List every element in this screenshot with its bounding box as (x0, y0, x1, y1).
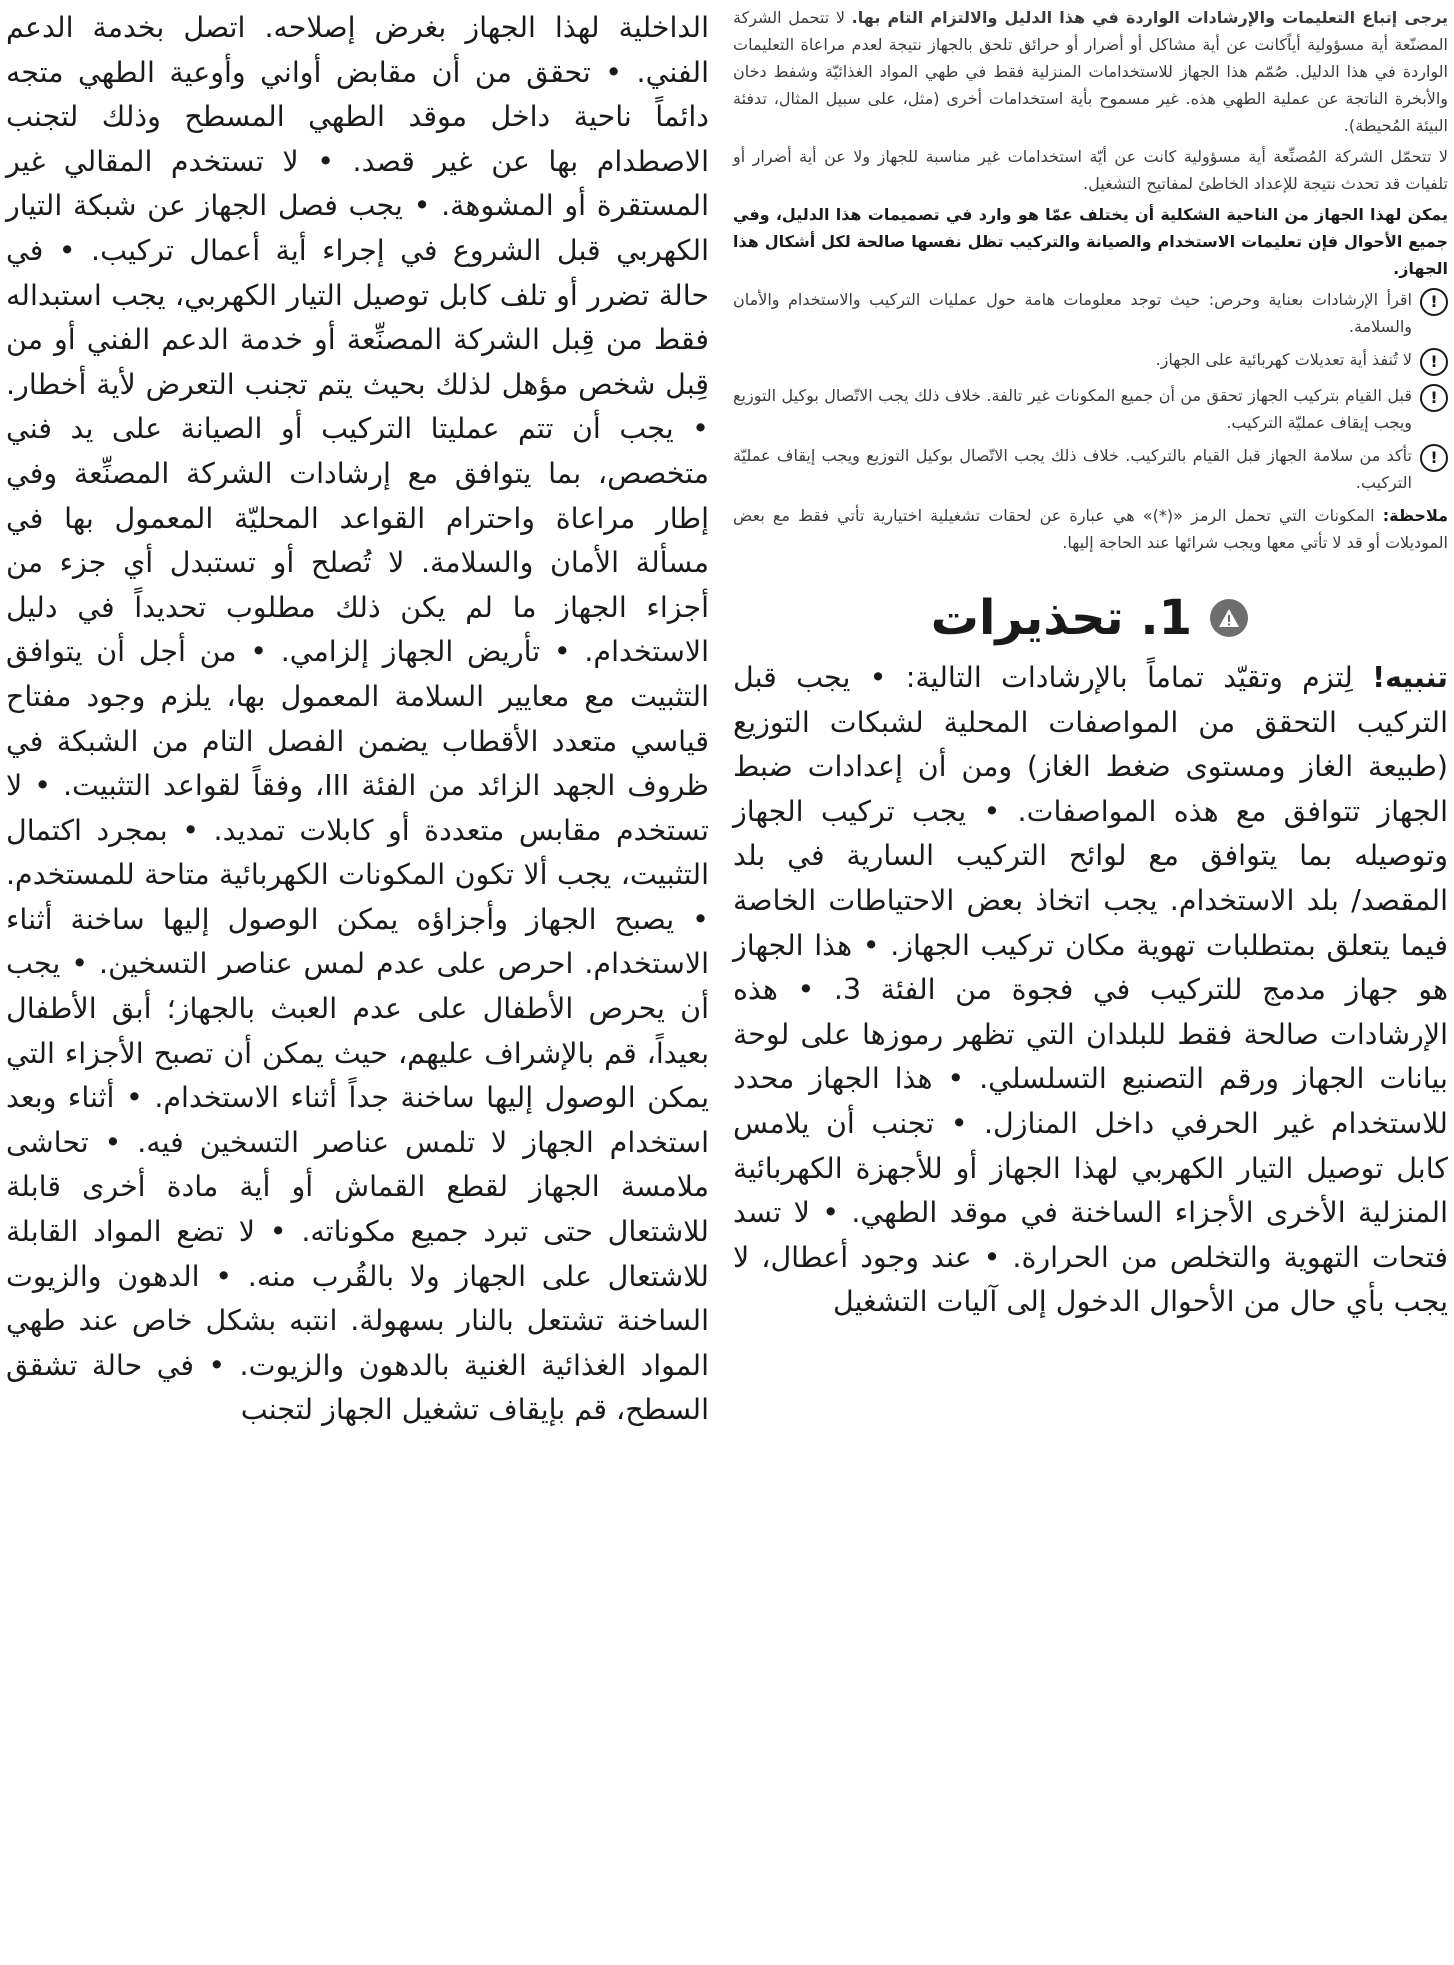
notice-text: تأكد من سلامة الجهاز قبل القيام بالتركيب. خلاف ذلك يجب الاتّصال بوكيل التوزيع ويجب إيقاف عمليّة التركيب. (733, 446, 1412, 492)
intro-block (733, 4, 1448, 282)
notice-item (733, 382, 1448, 436)
exclamation-circle-icon: ! (1420, 444, 1448, 472)
intro-paragraph-1-bold: يرجى إتباع التعليمات والإرشادات الواردة في هذا الدليل والالتزام التام بها. (851, 8, 1449, 27)
exclamation-circle-icon: ! (1420, 288, 1448, 316)
warning-triangle-icon (1218, 608, 1240, 628)
intro-paragraph-2: لا تتحمّل الشركة المُصنِّعة أية مسؤولية كانت عن أيّة استخدامات غير مناسبة للجهاز ولا عن أية أضرار أو تلفيات قد تحدث نتيجة للإعداد الخاطئ لمفاتيح التشغيل. (733, 147, 1448, 193)
exclamation-circle-icon: ! (1420, 384, 1448, 412)
warning-lead: تنبيه! (1372, 661, 1448, 694)
note-paragraph (733, 502, 1448, 556)
warnings-left-body: الداخلية لهذا الجهاز بغرض إصلاحه. اتصل بخدمة الدعم الفني. • تحقق من أن مقابض أواني وأوعية الطهي متجه دائماً ناحية داخل موقد الطهي المسطح وذلك لتجنب الاصطدام بها عن غير قصد. • لا تستخدم المقالي غير المستقرة أو المشوهة. • يجب فصل الجهاز عن شبكة التيار الكهربي قبل الشروع في إجراء أية أعمال تركيب. • في حالة تضرر أو تلف كابل توصيل التيار الكهربي، يجب استبداله فقط من قِبل الشركة المصنِّعة أو خدمة الدعم الفني أو من قِبل شخص مؤهل لذلك بحيث يتم تجنب التعرض لأية أخطار. • يجب أن تتم عمليتا التركيب أو الصيانة على يد فني متخصص، بما يتوافق مع إرشادات الشركة المصنِّعة وفي إطار مراعاة واحترام القواعد المحليّة المعمول بها في مسألة الأمان والسلامة. لا تُصلح أو تستبدل أي جزء من أجزاء الجهاز ما لم يكن ذلك مطلوب تحديداً في دليل الاستخدام. • تأريض الجهاز إلزامي. • من أجل أن يتوافق التثبيت مع معايير السلامة المعمول بها، يلزم وجود مفتاح قياسي متعدد الأقطاب يضمن الفصل التام من الشبكة في ظروف الجهد الزائد من الفئة III، وفقاً لقواعد التثبيت. • لا تستخدم مقابس متعددة أو كابلات تمديد. • بمجرد اكتمال التثبيت، يجب ألا تكون المكونات الكهربائية متاحة للمستخدم. • يصبح الجهاز وأجزاؤه يمكن الوصول إليها ساخنة أثناء الاستخدام. احرص على عدم لمس عناصر التسخين. • يجب أن يحرص الأطفال على عدم العبث بالجهاز؛ أبق الأطفال بعيداً، قم بالإشراف عليهم، حيث يمكن أن تصبح الأجزاء التي يمكن الوصول إليها ساخنة جداً أثناء الاستخدام. • أثناء وبعد استخدام الجهاز لا تلمس عناصر التسخين فيه. • تحاشى ملامسة الجهاز لقطع القماش أو أية مادة أخرى قابلة للاشتعال حتى تبرد جميع مكوناته. • لا تضع المواد القابلة للاشتعال على الجهاز ولا بالقُرب منه. • الدهون والزيوت الساخنة تشتعل بالنار بسهولة. انتبه بشكل خاص عند طهي المواد الغذائية الغنية بالدهون والزيوت. • في حالة تشقق السطح، قم بإيقاف تشغيل الجهاز لتجنب (6, 11, 709, 1427)
intro-paragraph-3: يمكن لهذا الجهاز من الناحية الشكلية أن يختلف عمّا هو وارد في تصميمات هذا الدليل، وفي جميع الأحوال فإن تعليمات الاستخدام والصيانة والتركيب تظل نفسها صالحة لكل أشكال هذا الجهاز. (733, 205, 1448, 278)
warning-lead-rest: لِتزم وتقيّد تماماً بالإرشادات التالية: (905, 661, 1353, 694)
warnings-right-text (733, 656, 1448, 1325)
intro-paragraph-1-rest: لا تتحمل الشركة المصنّعة أية مسؤولية أياًكانت عن أية مشاكل أو أضرار أو حرائق تلحق بالجهاز نتيجة لعدم مراعاة التعليمات الواردة في هذا الدليل. صُمّم هذا الجهاز للاستخدامات المنزلية فقط في طهي المواد الغذائيّة وشفط دخان والأبخرة الناتجة عن عملية الطهي هذه. غير مسموح بأية استخدامات أخرى (مثل، على سبيل المثال، تدفئة البيئة المُحيطة). (733, 8, 1448, 135)
note-text: المكونات التي تحمل الرمز «(*)» هي عبارة عن لحقات تشغيلية اختيارية تأتي فقط مع بعض الموديلات أو قد لا تأتي معها ويجب شرائها عند الحاجة إليها. (733, 506, 1448, 552)
notice-text: قبل القيام بتركيب الجهاز تحقق من أن جميع المكونات غير تالفة. خلاف ذلك يجب الاتّصال بوكيل التوزيع ويجب إيقاف عمليّة التركيب. (733, 386, 1412, 432)
notice-item (733, 346, 1448, 376)
notice-item (733, 286, 1448, 340)
notice-text: لا تُنفذ أية تعديلات كهربائية على الجهاز. (1155, 350, 1412, 369)
right-column (719, 0, 1454, 1965)
warning-icon (1210, 599, 1248, 637)
notice-item (733, 442, 1448, 496)
left-column (0, 0, 719, 1965)
exclamation-circle-icon: ! (1420, 348, 1448, 376)
notice-text: اقرأ الإرشادات بعناية وحرص: حيث توجد معلومات هامة حول عمليات التركيب والاستخدام والأمان والسلامة. (733, 290, 1412, 336)
intro-paragraph-1 (733, 4, 1448, 139)
warnings-right-body: • يجب قبل التركيب التحقق من المواصفات المحلية لشبكات التوزيع (طبيعة الغاز ومستوى ضغط الغاز) ومن أن إعدادات ضبط الجهاز تتوافق مع هذه المواصفات. • يجب تركيب الجهاز وتوصيله بما يتوافق مع لوائح التركيب السارية في بلد المقصد/ بلد الاستخدام. يجب اتخاذ بعض الاحتياطات الخاصة فيما يتعلق بمتطلبات تهوية مكان تركيب الجهاز. • هذا الجهاز هو جهاز مدمج للتركيب في فجوة من الفئة 3. • هذه الإرشادات صالحة فقط للبلدان التي تظهر رموزها على لوحة بيانات الجهاز ورقم التصنيع التسلسلي. • هذا الجهاز محدد للاستخدام غير الحرفي داخل المنازل. • تجنب أن يلامس كابل توصيل التيار الكهربي لهذا الجهاز أو للأجهزة الكهربائية المنزلية الأخرى الأجزاء الساخنة في موقد الطهي. • لا تسد فتحات التهوية والتخلص من الحرارة. • عند وجود أعطال، لا يجب بأي حال من الأحوال الدخول إلى آليات التشغيل (733, 661, 1448, 1319)
section-heading (733, 590, 1448, 646)
section-title: 1. تحذيرات (930, 590, 1192, 646)
note-label: ملاحظة: (1382, 506, 1448, 525)
warnings-right-paragraph (733, 656, 1448, 1325)
